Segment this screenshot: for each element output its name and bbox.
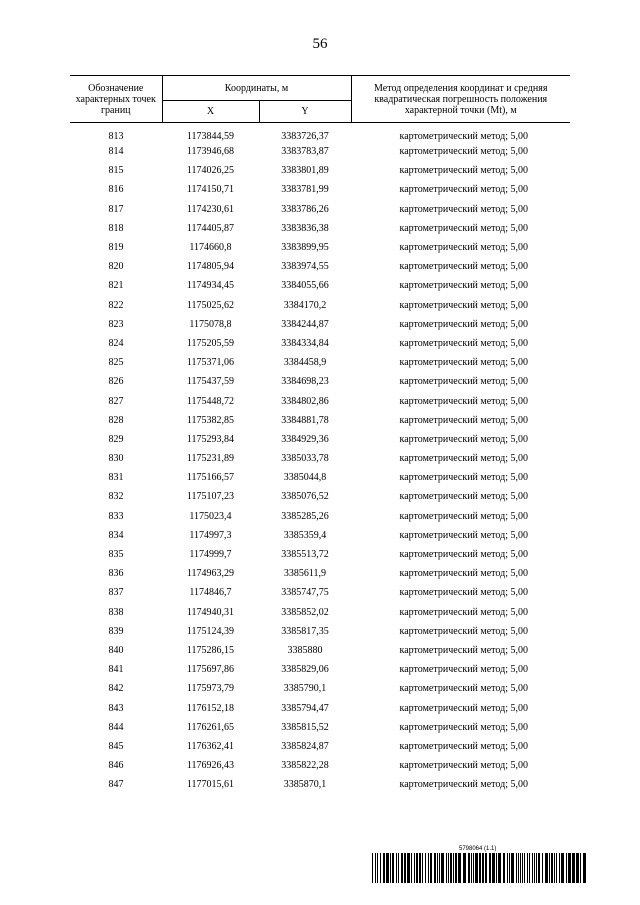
table-row: [70, 468, 570, 487]
cell-y: 3384170,2: [283, 299, 327, 311]
table-row: [70, 679, 570, 698]
cell-y: 3383786,26: [281, 203, 329, 215]
cell-x: 1174660,8: [189, 242, 232, 254]
cell-point: 831: [108, 472, 124, 484]
cell-x: 1174934,45: [186, 280, 235, 292]
cell-method: картометрический метод; 5,00: [399, 721, 528, 733]
cell-point: 840: [108, 644, 124, 656]
cell-x: 1174805,94: [186, 261, 235, 273]
cell-y: 3384244,87: [281, 318, 329, 330]
table-row: [70, 334, 570, 353]
cell-point: 818: [108, 222, 124, 234]
cell-point: 827: [108, 395, 124, 407]
table-row: [70, 296, 570, 315]
coordinates-table: [70, 75, 570, 794]
cell-method: картометрический метод; 5,00: [399, 683, 528, 695]
cell-point: 829: [108, 433, 124, 445]
cell-method: картометрический метод; 5,00: [399, 395, 528, 407]
cell-point: 819: [108, 242, 124, 254]
cell-method: картометрический метод; 5,00: [399, 203, 528, 215]
table-row: [70, 564, 570, 583]
cell-x: 1175078,8: [189, 318, 232, 330]
cell-x: 1174405,87: [186, 222, 235, 234]
cell-y: 3383781,99: [281, 184, 329, 196]
header-coordinates: Координаты, м: [162, 76, 351, 101]
cell-method: картометрический метод; 5,00: [399, 261, 528, 273]
cell-point: 845: [108, 740, 124, 752]
cell-y: 3385815,52: [281, 721, 329, 733]
cell-method: картометрический метод; 5,00: [399, 779, 528, 791]
cell-x: 1175286,15: [186, 644, 235, 656]
cell-point: 834: [108, 529, 124, 541]
cell-y: 3383726,37: [281, 131, 329, 142]
table-row: [70, 372, 570, 391]
table-row: [70, 507, 570, 526]
cell-y: 3385747,75: [281, 587, 329, 599]
table-row: [70, 315, 570, 334]
cell-y: 3384698,23: [281, 376, 329, 388]
cell-point: 814: [108, 146, 124, 158]
cell-x: 1174997,3: [189, 529, 232, 541]
cell-point: 821: [108, 280, 124, 292]
cell-y: 3385285,26: [281, 510, 329, 522]
header-y: Y: [259, 101, 351, 123]
table-header: [70, 76, 570, 123]
cell-x: 1174230,61: [186, 203, 235, 215]
cell-method: картометрический метод; 5,00: [399, 222, 528, 234]
cell-y: 3385794,47: [281, 702, 329, 714]
table-body: [70, 123, 570, 795]
cell-x: 1175371,06: [186, 357, 235, 369]
cell-y: 3383783,87: [281, 146, 329, 158]
cell-method: картометрический метод; 5,00: [399, 184, 528, 196]
cell-x: 1176926,43: [186, 760, 235, 772]
cell-method: картометрический метод; 5,00: [399, 568, 528, 580]
cell-method: картометрический метод; 5,00: [399, 299, 528, 311]
cell-x: 1175205,59: [186, 337, 235, 349]
cell-point: 847: [108, 779, 124, 791]
cell-method: картометрический метод; 5,00: [399, 146, 528, 158]
cell-point: 822: [108, 299, 124, 311]
cell-point: 833: [108, 510, 124, 522]
cell-point: 841: [108, 664, 124, 676]
cell-x: 1174999,7: [189, 549, 232, 561]
cell-method: картометрический метод; 5,00: [399, 587, 528, 599]
table-row: [70, 123, 570, 143]
cell-x: 1175025,62: [186, 299, 235, 311]
cell-x: 1175437,59: [186, 376, 235, 388]
header-x: X: [162, 101, 259, 123]
table-row: [70, 583, 570, 602]
cell-point: 843: [108, 702, 124, 714]
barcode-label: 5798064 (1.1): [459, 846, 497, 852]
cell-method: картометрический метод; 5,00: [399, 165, 528, 177]
cell-x: 1173946,68: [186, 146, 235, 158]
cell-method: картометрический метод; 5,00: [399, 606, 528, 618]
table-row: [70, 487, 570, 506]
cell-x: 1174150,71: [186, 184, 235, 196]
cell-method: картометрический метод; 5,00: [399, 529, 528, 541]
cell-point: 825: [108, 357, 124, 369]
cell-x: 1175973,79: [186, 683, 235, 695]
cell-method: картометрический метод; 5,00: [399, 453, 528, 465]
cell-method: картометрический метод; 5,00: [399, 625, 528, 637]
cell-point: 820: [108, 261, 124, 273]
cell-point: 846: [108, 760, 124, 772]
table-row: [70, 603, 570, 622]
cell-point: 837: [108, 587, 124, 599]
header-point-designation: Обозначение характерных точек границ: [70, 76, 162, 123]
table-row: [70, 219, 570, 238]
cell-point: 826: [108, 376, 124, 388]
cell-y: 3385817,35: [281, 625, 329, 637]
cell-x: 1176362,41: [186, 740, 235, 752]
cell-y: 3383836,38: [281, 222, 329, 234]
cell-y: 3384881,78: [281, 414, 329, 426]
cell-y: 3385880: [287, 644, 323, 656]
cell-y: 3383974,55: [281, 261, 329, 273]
cell-x: 1174026,25: [186, 165, 235, 177]
cell-method: картометрический метод; 5,00: [399, 740, 528, 752]
page-number: 56: [312, 36, 328, 52]
cell-x: 1175107,23: [186, 491, 235, 503]
table-row: [70, 622, 570, 641]
cell-y: 3385852,02: [281, 606, 329, 618]
table-row: [70, 430, 570, 449]
cell-point: 815: [108, 165, 124, 177]
cell-y: 3385829,06: [281, 664, 329, 676]
cell-y: 3385870,1: [283, 779, 327, 791]
cell-point: 842: [108, 683, 124, 695]
table-row: [70, 257, 570, 276]
cell-y: 3385044,8: [283, 472, 327, 484]
table-row: [70, 756, 570, 775]
cell-x: 1175382,85: [186, 414, 235, 426]
cell-y: 3383801,89: [281, 165, 329, 177]
cell-x: 1175448,72: [186, 395, 235, 407]
cell-method: картометрический метод; 5,00: [399, 644, 528, 656]
cell-x: 1175293,84: [186, 433, 235, 445]
cell-y: 3385359,4: [283, 529, 327, 541]
cell-point: 823: [108, 318, 124, 330]
cell-y: 3385513,72: [281, 549, 329, 561]
table-row: [70, 411, 570, 430]
cell-method: картометрический метод; 5,00: [399, 414, 528, 426]
cell-method: картометрический метод; 5,00: [399, 357, 528, 369]
cell-y: 3384802,86: [281, 395, 329, 407]
cell-method: картометрический метод; 5,00: [399, 491, 528, 503]
cell-point: 816: [108, 184, 124, 196]
cell-method: картометрический метод; 5,00: [399, 549, 528, 561]
table-row: [70, 718, 570, 737]
cell-method: картометрический метод; 5,00: [399, 242, 528, 254]
table-row: [70, 660, 570, 679]
table-row: [70, 545, 570, 564]
cell-method: картометрический метод; 5,00: [399, 318, 528, 330]
cell-x: 1176152,18: [186, 702, 235, 714]
cell-point: 832: [108, 491, 124, 503]
cell-point: 817: [108, 203, 124, 215]
cell-method: картометрический метод; 5,00: [399, 702, 528, 714]
table-row: [70, 161, 570, 180]
table-row: [70, 200, 570, 219]
cell-y: 3383899,95: [281, 242, 329, 254]
header-method: Метод определения координат и средняя квадратическая погрешность положения характерной точки (Mt), м: [351, 76, 570, 123]
cell-y: 3384334,84: [281, 337, 329, 349]
cell-point: 813: [108, 131, 124, 142]
cell-method: картометрический метод; 5,00: [399, 664, 528, 676]
cell-x: 1177015,61: [186, 779, 235, 791]
cell-y: 3385076,52: [281, 491, 329, 503]
cell-point: 835: [108, 549, 124, 561]
cell-point: 824: [108, 337, 124, 349]
cell-method: картометрический метод; 5,00: [399, 131, 528, 142]
table-row: [70, 276, 570, 295]
cell-x: 1175023,4: [189, 510, 232, 522]
table-row: [70, 526, 570, 545]
cell-x: 1174963,29: [186, 568, 235, 580]
cell-x: 1175166,57: [186, 472, 235, 484]
table-row: [70, 353, 570, 372]
cell-point: 828: [108, 414, 124, 426]
barcode-area: [372, 846, 590, 883]
table-row: [70, 737, 570, 756]
cell-y: 3385033,78: [281, 453, 329, 465]
cell-method: картометрический метод; 5,00: [399, 280, 528, 292]
cell-x: 1175124,39: [186, 625, 235, 637]
cell-y: 3384458,9: [283, 357, 327, 369]
cell-method: картометрический метод; 5,00: [399, 510, 528, 522]
cell-y: 3385822,28: [281, 760, 329, 772]
cell-point: 836: [108, 568, 124, 580]
cell-method: картометрический метод; 5,00: [399, 472, 528, 484]
table-row: [70, 238, 570, 257]
cell-x: 1175697,86: [186, 664, 235, 676]
table-row: [70, 698, 570, 717]
barcode-image: [372, 853, 590, 883]
cell-method: картометрический метод; 5,00: [399, 376, 528, 388]
table-row: [70, 641, 570, 660]
cell-y: 3385824,87: [281, 740, 329, 752]
cell-x: 1175231,89: [186, 453, 235, 465]
cell-point: 838: [108, 606, 124, 618]
cell-x: 1176261,65: [186, 721, 235, 733]
table-row: [70, 391, 570, 410]
cell-point: 844: [108, 721, 124, 733]
cell-point: 830: [108, 453, 124, 465]
cell-method: картометрический метод; 5,00: [399, 760, 528, 772]
cell-method: картометрический метод; 5,00: [399, 337, 528, 349]
cell-x: 1174846,7: [189, 587, 232, 599]
table-row: [70, 180, 570, 199]
cell-point: 839: [108, 625, 124, 637]
cell-x: 1174940,31: [186, 606, 235, 618]
cell-y: 3385790,1: [283, 683, 327, 695]
cell-y: 3384929,36: [281, 433, 329, 445]
table-row: [70, 775, 570, 794]
cell-x: 1173844,59: [186, 131, 235, 142]
table-row: [70, 142, 570, 161]
cell-y: 3385611,9: [283, 568, 327, 580]
cell-method: картометрический метод; 5,00: [399, 433, 528, 445]
table-row: [70, 449, 570, 468]
cell-y: 3384055,66: [281, 280, 329, 292]
